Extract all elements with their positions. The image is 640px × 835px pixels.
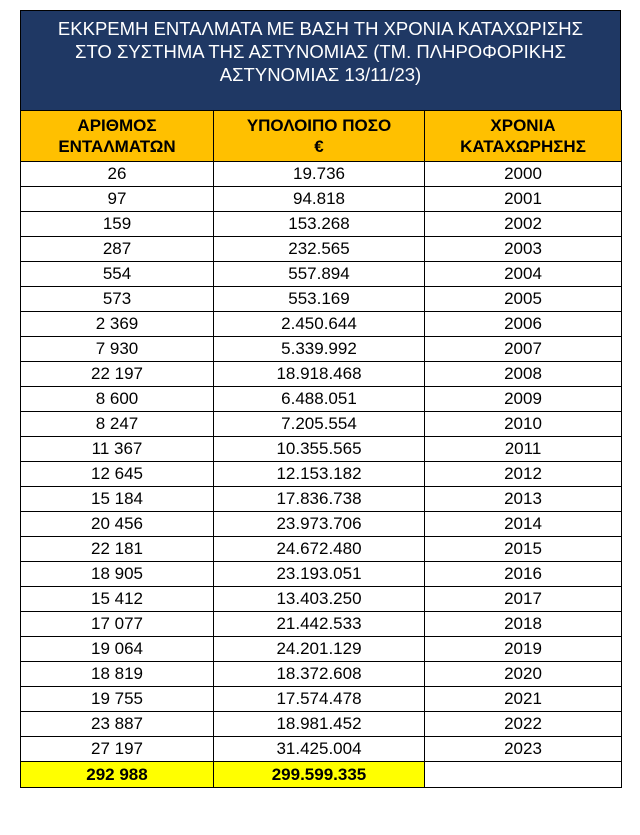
cell-remaining-amount: 19.736 <box>214 162 425 187</box>
table-header-row <box>21 111 622 162</box>
cell-remaining-amount: 23.193.051 <box>214 562 425 587</box>
table-row <box>21 387 622 412</box>
cell-registration-year: 2016 <box>425 562 622 587</box>
table-row <box>21 312 622 337</box>
header-registration-year-line2: ΚΑΤΑΧΩΡΗΣΗΣ <box>460 137 586 156</box>
cell-registration-year: 2005 <box>425 287 622 312</box>
cell-remaining-amount: 24.672.480 <box>214 537 425 562</box>
cell-remaining-amount: 553.169 <box>214 287 425 312</box>
cell-warrant-count: 11 367 <box>21 437 214 462</box>
cell-warrant-count: 20 456 <box>21 512 214 537</box>
table-row <box>21 587 622 612</box>
table-row <box>21 337 622 362</box>
cell-registration-year: 2002 <box>425 212 622 237</box>
table-row <box>21 712 622 737</box>
cell-warrant-count: 12 645 <box>21 462 214 487</box>
cell-warrant-count: 159 <box>21 212 214 237</box>
cell-registration-year: 2017 <box>425 587 622 612</box>
cell-remaining-amount: 10.355.565 <box>214 437 425 462</box>
cell-remaining-amount: 18.981.452 <box>214 712 425 737</box>
table-row <box>21 437 622 462</box>
cell-warrant-count: 18 905 <box>21 562 214 587</box>
table-row <box>21 662 622 687</box>
title-line-3: ΑΣΤΥΝΟΜΙΑΣ 13/11/23) <box>219 64 422 85</box>
cell-warrant-count: 19 755 <box>21 687 214 712</box>
table-row <box>21 737 622 762</box>
cell-registration-year: 2019 <box>425 637 622 662</box>
cell-warrant-count: 18 819 <box>21 662 214 687</box>
cell-remaining-amount: 153.268 <box>214 212 425 237</box>
table-row <box>21 287 622 312</box>
table-row <box>21 412 622 437</box>
cell-registration-year: 2013 <box>425 487 622 512</box>
table-body <box>21 162 622 762</box>
table-row <box>21 612 622 637</box>
cell-remaining-amount: 18.372.608 <box>214 662 425 687</box>
cell-warrant-count: 97 <box>21 187 214 212</box>
cell-warrant-count: 26 <box>21 162 214 187</box>
table-row <box>21 512 622 537</box>
warrants-table <box>20 110 622 788</box>
table-row <box>21 162 622 187</box>
header-registration-year <box>425 111 622 162</box>
cell-warrant-count: 554 <box>21 262 214 287</box>
total-warrants: 292 988 <box>21 762 214 788</box>
cell-warrant-count: 287 <box>21 237 214 262</box>
cell-warrant-count: 17 077 <box>21 612 214 637</box>
cell-remaining-amount: 232.565 <box>214 237 425 262</box>
cell-registration-year: 2011 <box>425 437 622 462</box>
cell-remaining-amount: 2.450.644 <box>214 312 425 337</box>
total-row <box>21 762 622 788</box>
header-warrant-count-line1: ΑΡΙΘΜΟΣ <box>77 116 157 135</box>
cell-remaining-amount: 24.201.129 <box>214 637 425 662</box>
table-row <box>21 562 622 587</box>
cell-warrant-count: 22 181 <box>21 537 214 562</box>
header-warrant-count-line2: ΕΝΤΑΛΜΑΤΩΝ <box>58 137 176 156</box>
document-page <box>20 10 621 788</box>
cell-registration-year: 2000 <box>425 162 622 187</box>
cell-remaining-amount: 13.403.250 <box>214 587 425 612</box>
table-row <box>21 262 622 287</box>
table-row <box>21 212 622 237</box>
cell-warrant-count: 8 600 <box>21 387 214 412</box>
header-warrant-count <box>21 111 214 162</box>
table-row <box>21 637 622 662</box>
table-title <box>20 10 621 110</box>
cell-warrant-count: 23 887 <box>21 712 214 737</box>
cell-registration-year: 2009 <box>425 387 622 412</box>
cell-warrant-count: 7 930 <box>21 337 214 362</box>
cell-registration-year: 2003 <box>425 237 622 262</box>
total-amount: 299.599.335 <box>214 762 425 788</box>
cell-remaining-amount: 12.153.182 <box>214 462 425 487</box>
table-row <box>21 362 622 387</box>
total-year-empty <box>425 762 622 788</box>
title-line-1: ΕΚΚΡΕΜΗ ΕΝΤΑΛΜΑΤΑ ΜΕ ΒΑΣΗ ΤΗ ΧΡΟΝΙΑ ΚΑΤΑΧΩΡΙΣΗΣ <box>57 18 584 39</box>
cell-registration-year: 2014 <box>425 512 622 537</box>
cell-registration-year: 2021 <box>425 687 622 712</box>
cell-remaining-amount: 17.836.738 <box>214 487 425 512</box>
title-line-2: ΣΤΟ ΣΥΣΤΗΜΑ ΤΗΣ ΑΣΤΥΝΟΜΙΑΣ (ΤΜ. ΠΛΗΡΟΦΟΡΙΚΗΣ <box>75 41 566 62</box>
cell-registration-year: 2012 <box>425 462 622 487</box>
cell-remaining-amount: 7.205.554 <box>214 412 425 437</box>
cell-registration-year: 2007 <box>425 337 622 362</box>
cell-registration-year: 2008 <box>425 362 622 387</box>
cell-remaining-amount: 21.442.533 <box>214 612 425 637</box>
cell-warrant-count: 2 369 <box>21 312 214 337</box>
table-row <box>21 237 622 262</box>
cell-remaining-amount: 18.918.468 <box>214 362 425 387</box>
cell-registration-year: 2004 <box>425 262 622 287</box>
cell-registration-year: 2022 <box>425 712 622 737</box>
cell-remaining-amount: 557.894 <box>214 262 425 287</box>
table-row <box>21 687 622 712</box>
cell-registration-year: 2015 <box>425 537 622 562</box>
cell-warrant-count: 22 197 <box>21 362 214 387</box>
header-remaining-amount-line1: ΥΠΟΛΟΙΠΟ ΠΟΣΟ <box>246 116 392 135</box>
cell-warrant-count: 8 247 <box>21 412 214 437</box>
cell-remaining-amount: 6.488.051 <box>214 387 425 412</box>
cell-registration-year: 2001 <box>425 187 622 212</box>
cell-remaining-amount: 5.339.992 <box>214 337 425 362</box>
cell-warrant-count: 19 064 <box>21 637 214 662</box>
cell-warrant-count: 27 197 <box>21 737 214 762</box>
header-remaining-amount-line2: € <box>314 137 324 156</box>
cell-registration-year: 2023 <box>425 737 622 762</box>
table-row <box>21 462 622 487</box>
table-row <box>21 487 622 512</box>
header-registration-year-line1: ΧΡΟΝΙΑ <box>490 116 556 135</box>
cell-warrant-count: 15 412 <box>21 587 214 612</box>
cell-warrant-count: 15 184 <box>21 487 214 512</box>
cell-remaining-amount: 23.973.706 <box>214 512 425 537</box>
cell-registration-year: 2006 <box>425 312 622 337</box>
cell-registration-year: 2020 <box>425 662 622 687</box>
cell-remaining-amount: 17.574.478 <box>214 687 425 712</box>
cell-registration-year: 2018 <box>425 612 622 637</box>
table-row <box>21 187 622 212</box>
cell-remaining-amount: 94.818 <box>214 187 425 212</box>
cell-remaining-amount: 31.425.004 <box>214 737 425 762</box>
header-remaining-amount <box>214 111 425 162</box>
cell-warrant-count: 573 <box>21 287 214 312</box>
table-row <box>21 537 622 562</box>
cell-registration-year: 2010 <box>425 412 622 437</box>
